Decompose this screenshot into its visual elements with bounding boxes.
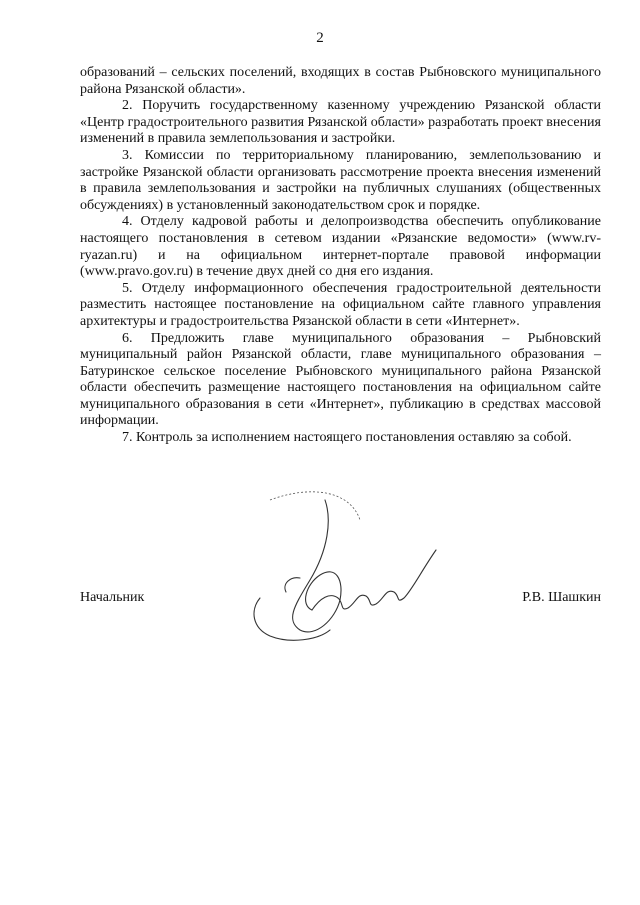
signature-block: [80, 590, 601, 610]
paragraph-item-4: 4. Отделу кадровой работы и делопроизводства обеспечить опубликование настоящего постановления в сетевом издании «Рязанские ведомости» (www.rv-ryazan.ru) и на официальном интернет-портале правовой информации (www.pravo.gov.ru) в течение двух дней со дня его издания.: [80, 214, 601, 280]
paragraph-item-5: 5. Отделу информационного обеспечения градостроительной деятельности разместить настоящее постановление на официальном сайте главного управления архитектуры и градостроительства Рязанской области в сети «Интернет».: [80, 280, 601, 329]
paragraph-item-3: 3. Комиссии по территориальному планированию, землепользованию и застройке Рязанской области организовать рассмотрение проекта внесения изменений в правила землепользования и застройки на публичных слушаниях (общественных обсуждениях) в установленный законодательством срок и порядке.: [80, 147, 601, 213]
handwritten-signature: [240, 480, 450, 650]
paragraph-item-6: 6. Предложить главе муниципального образования – Рыбновский муниципальный район Рязанской области, главе муниципального образования – Батуринское сельское поселение Рыбновского муниципального района Рязанской области обеспечить размещение настоящего постановления на официальном сайте муниципального образования в сети «Интернет», публикацию в средствах массовой информации.: [80, 330, 601, 429]
signatory-position: Начальник: [80, 590, 145, 605]
paragraph-item-2: 2. Поручить государственному казенному учреждению Рязанской области «Центр градостроительного развития Рязанской области» разработать проект внесения изменений в правила землепользования и застройки.: [80, 98, 601, 147]
intro-continuation: образований – сельских поселений, входящих в состав Рыбновского муниципального района Рязанской области».: [80, 65, 601, 97]
signatory-name: Р.В. Шашкин: [522, 590, 601, 605]
paragraph-item-7: 7. Контроль за исполнением настоящего постановления оставляю за собой.: [122, 430, 572, 446]
document-body: [80, 65, 601, 447]
page-number: 2: [316, 30, 324, 46]
